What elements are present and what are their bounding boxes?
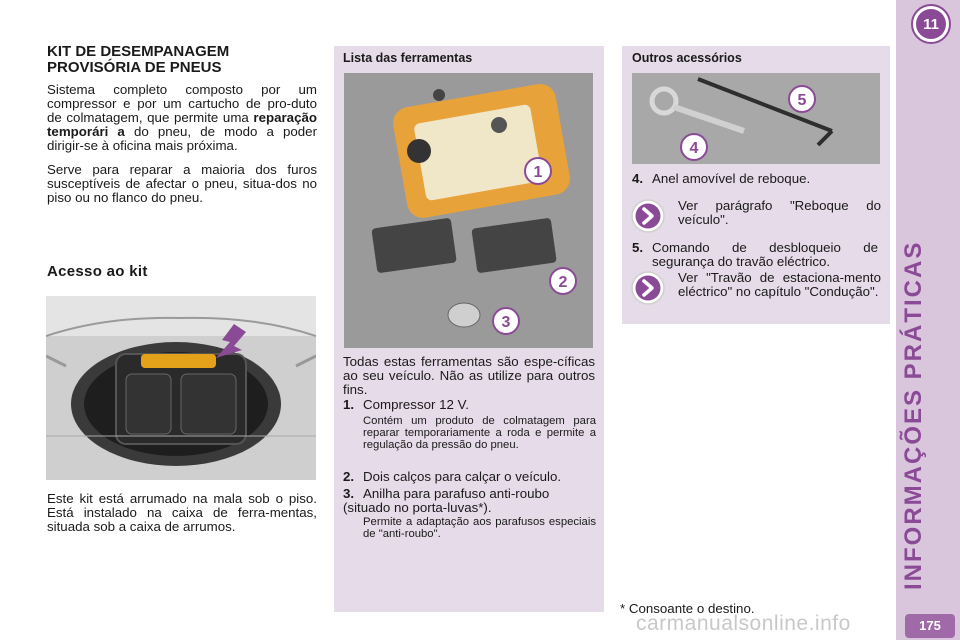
item-text: Anilha para parafuso anti-roubo (situado no porta-luvas*). bbox=[343, 486, 550, 515]
callout-2 bbox=[550, 268, 576, 294]
item-number: 1. bbox=[343, 397, 355, 412]
tool-item-3 bbox=[343, 487, 595, 515]
trunk-photo bbox=[46, 296, 316, 480]
chapter-title-vertical: INFORMAÇÕES PRÁTICAS bbox=[900, 240, 927, 590]
callout-number: 1 bbox=[533, 164, 543, 181]
intro-paragraph bbox=[47, 83, 317, 153]
item-number: 4. bbox=[632, 171, 644, 186]
item-text: Comando de desbloqueio de segurança do travão eléctrico. bbox=[652, 240, 878, 269]
chevron-right-icon bbox=[630, 198, 666, 234]
accessories-title: Outros acessórios bbox=[632, 51, 742, 65]
text: do pneu, de modo a poder dirigir-se à oficina mais próxima. bbox=[47, 124, 318, 153]
access-title: Acesso ao kit bbox=[47, 263, 148, 280]
section-title bbox=[47, 44, 317, 76]
item-text: Anel amovível de reboque. bbox=[652, 171, 811, 186]
chapter-number: 11 bbox=[923, 16, 939, 33]
location-paragraph: Este kit está arrumado na mala sob o piso. Está instalado na caixa de ferra-mentas, situada sob a caixa de arrumos. bbox=[47, 491, 317, 534]
tool-item-3-detail: Permite a adaptação aos parafusos especiais de "anti-roubo". bbox=[363, 516, 596, 540]
section-title-line: PROVISÓRIA DE PNEUS bbox=[47, 59, 222, 76]
tools-photo bbox=[344, 73, 593, 348]
page-number: 175 bbox=[905, 614, 955, 638]
callout-number: 2 bbox=[558, 274, 568, 291]
bold-text: reparação temporári a bbox=[47, 110, 317, 139]
footnote: * Consoante o destino. bbox=[620, 601, 755, 616]
chevron-right-icon bbox=[630, 270, 666, 306]
section-title-line: KIT DE DESEMPANAGEM bbox=[47, 43, 230, 60]
callout-number: 5 bbox=[797, 92, 807, 109]
item-number: 3. bbox=[343, 486, 355, 501]
accessory-item-5 bbox=[632, 241, 882, 269]
callout-3 bbox=[493, 308, 519, 334]
item-number: 5. bbox=[632, 240, 644, 255]
accessory-item-4 bbox=[632, 172, 882, 186]
tool-item-1 bbox=[343, 398, 595, 412]
callout-1 bbox=[525, 158, 551, 184]
watermark: carmanualsonline.info bbox=[636, 612, 851, 635]
callout-4 bbox=[681, 134, 707, 160]
item-text: Dois calços para calçar o veículo. bbox=[363, 469, 562, 484]
callout-number: 4 bbox=[689, 140, 699, 157]
reference-towing: Ver parágrafo "Reboque do veículo". bbox=[678, 198, 881, 227]
text: Sistema completo composto por um compressor e por um cartucho de pro-duto de colmatagem, que permite uma bbox=[47, 82, 317, 125]
usage-paragraph: Serve para reparar a maioria dos furos susceptíveis de afectar o pneu, situa-dos no piso ou no flanco do pneu. bbox=[47, 162, 317, 205]
tool-item-1-detail: Contém um produto de colmatagem para reparar temporariamente a roda e permite a regulação da pressão do pneu. bbox=[363, 415, 596, 451]
item-text: Compressor 12 V. bbox=[363, 397, 469, 412]
callout-5 bbox=[789, 86, 815, 112]
reference-parking-brake: Ver "Travão de estaciona-mento eléctrico" no capítulo "Condução". bbox=[678, 270, 881, 299]
callout-number: 3 bbox=[501, 314, 511, 331]
tool-item-2 bbox=[343, 470, 595, 484]
tools-title: Lista das ferramentas bbox=[343, 51, 473, 65]
tools-intro: Todas estas ferramentas são espe-cíficas ao seu veículo. Não as utilize para outros fins. bbox=[343, 354, 595, 397]
accessories-photo bbox=[632, 73, 880, 164]
item-number: 2. bbox=[343, 469, 355, 484]
